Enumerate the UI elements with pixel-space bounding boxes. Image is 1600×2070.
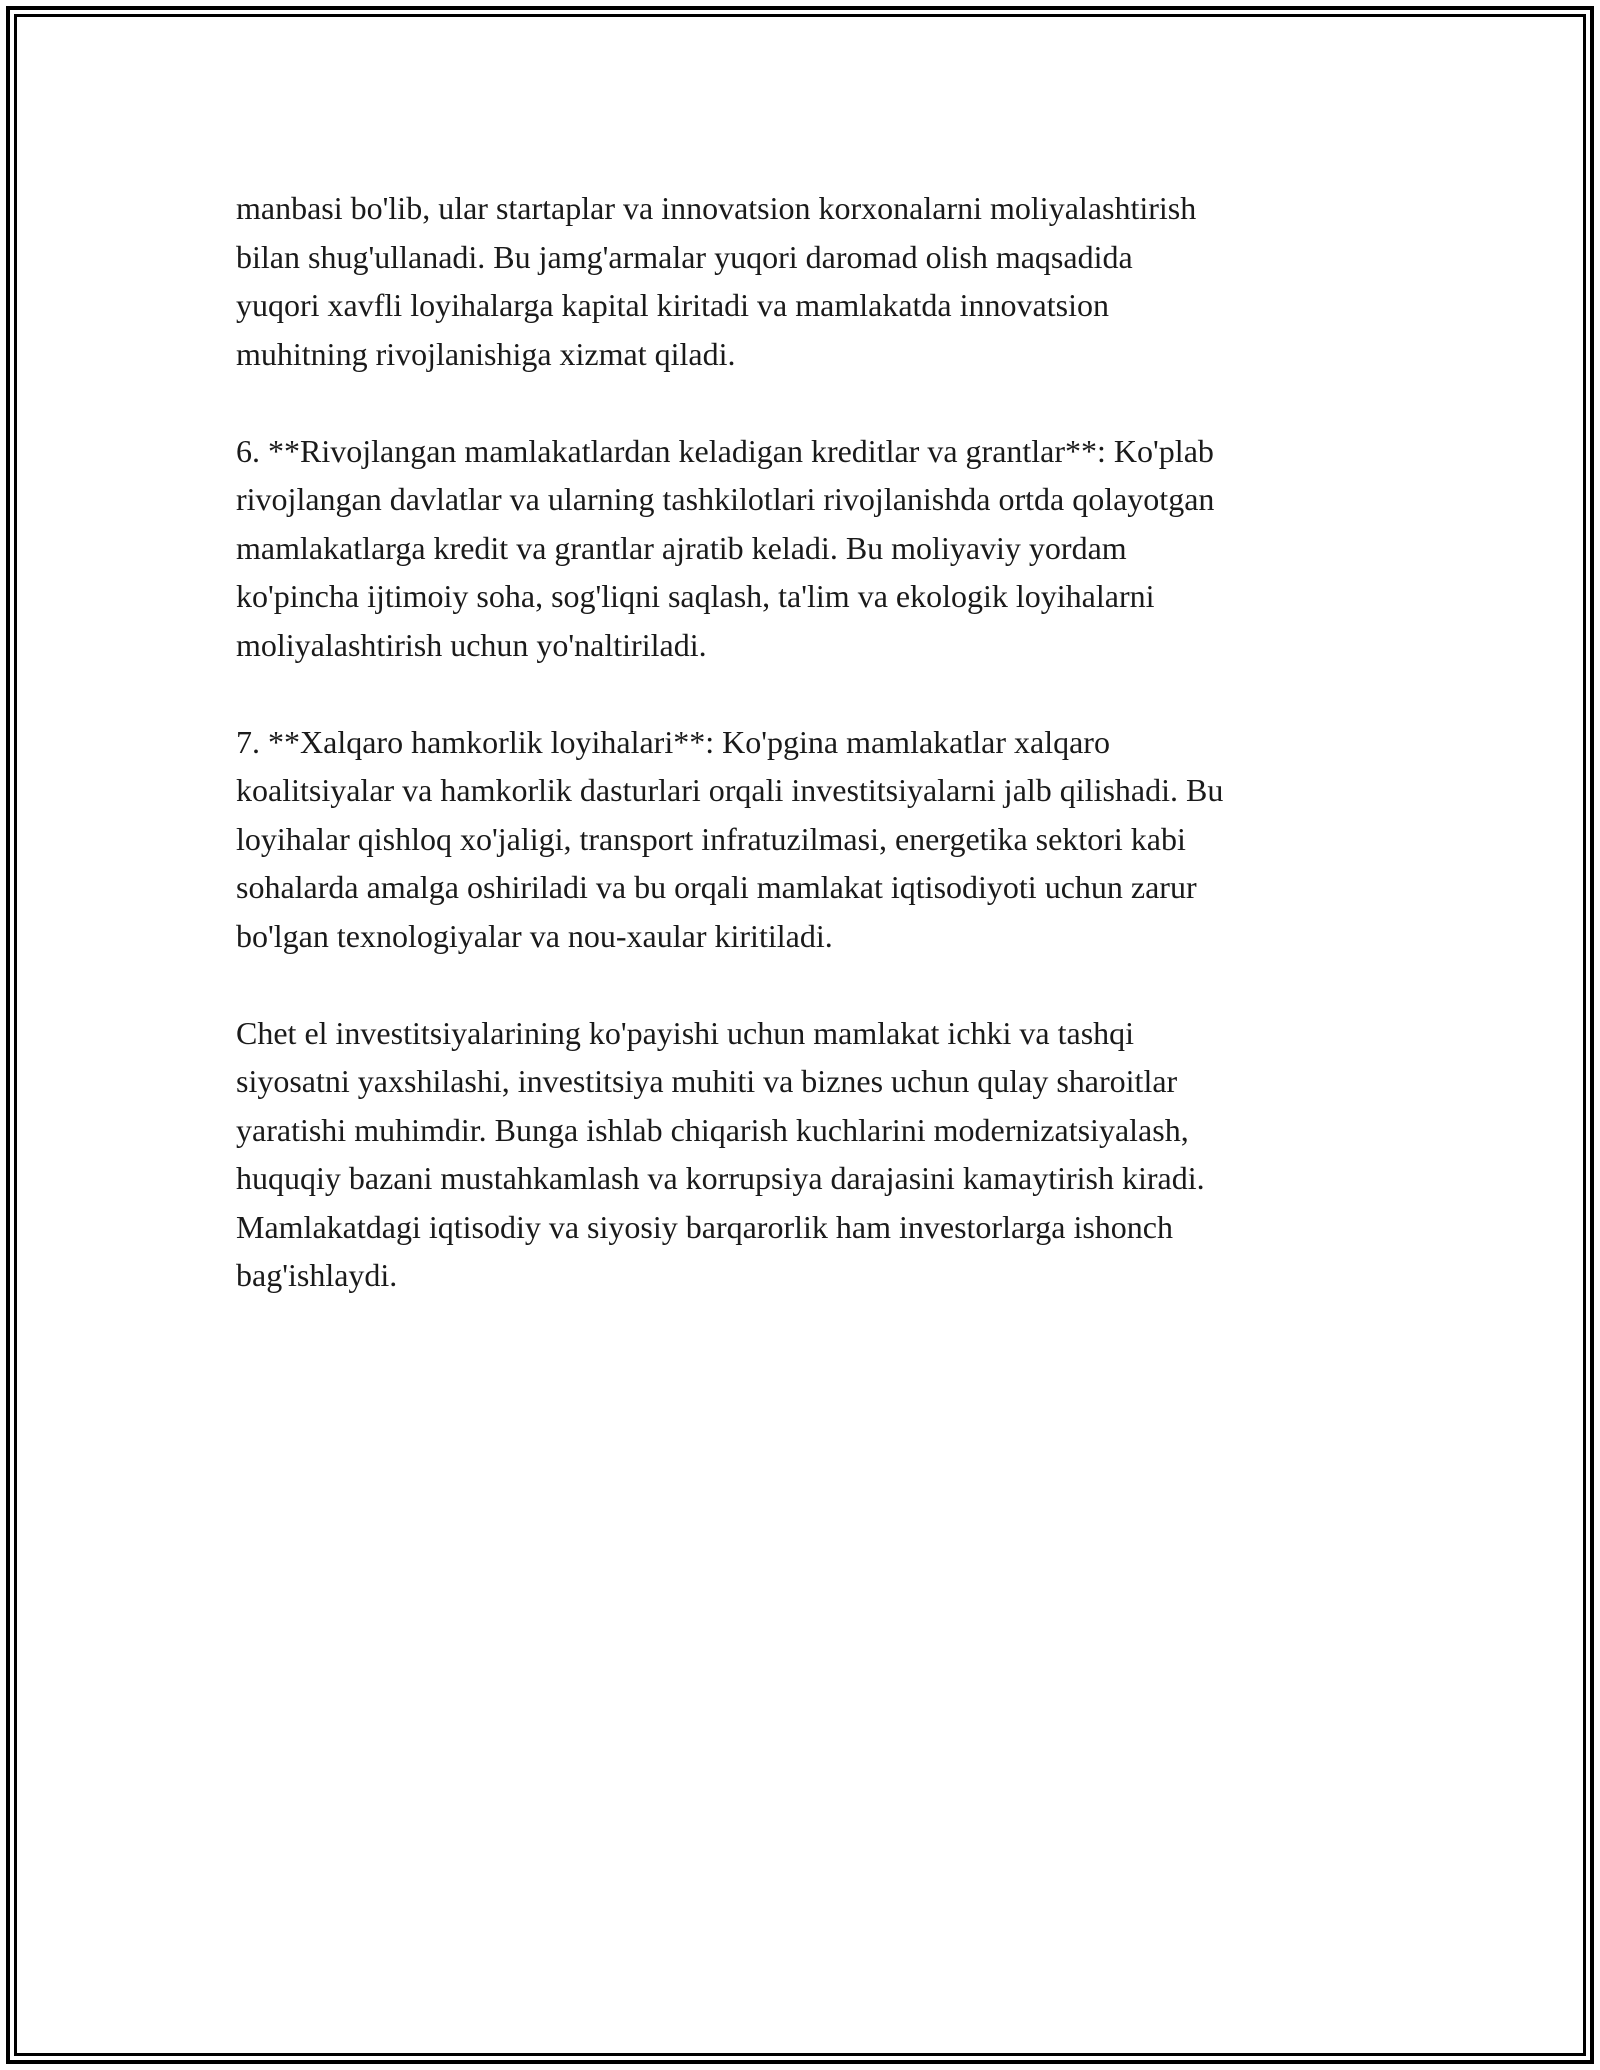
- paragraph-conclusion: Chet el investitsiyalarining ko'payishi uchun mamlakat ichki va tashqi siyosatni yaxshilashi, investitsiya muhiti va biznes uchun qulay sharoitlar yaratishi muhimdir. Bunga ishlab chiqarish kuchlarini modernizatsiyalash, huquqiy bazani mustahkamlash va korrupsiya darajasini kamaytirish kiradi. Mamlakatdagi iqtisodiy va siyosiy barqarorlik ham investorlarga ishonch bag'ishlaydi.: [236, 1014, 1205, 1293]
- document-body: [236, 184, 1376, 1348]
- paragraph-venture-funds: manbasi bo'lib, ular startaplar va innovatsion korxonalarni moliyalashtirish bilan shug'ullanadi. Bu jamg'armalar yuqori daromad olish maqsadida yuqori xavfli loyihalarga kapital kiritadi va mamlakatda innovatsion muhitning rivojlanishiga xizmat qiladi.: [236, 190, 1197, 372]
- paragraph-credits-grants: 6. **Rivojlangan mamlakatlardan keladigan kreditlar va grantlar**: Ko'plab rivojlangan davlatlar va ularning tashkilotlari rivojlanishda ortda qolayotgan mamlakatlarga kredit va grantlar ajratib keladi. Bu moliyaviy yordam ko'pincha ijtimoiy soha, sog'liqni saqlash, ta'lim va ekologik loyihalarni moliyalashtirish uchun yo'naltiriladi.: [236, 432, 1215, 663]
- paragraph-international-projects: 7. **Xalqaro hamkorlik loyihalari**: Ko'pgina mamlakatlar xalqaro koalitsiyalar va hamkorlik dasturlari orqali investitsiyalarni jalb qilishadi. Bu loyihalar qishloq xo'jaligi, transport infratuzilmasi, energetika sektori kabi sohalarda amalga oshiriladi va bu orqali mamlakat iqtisodiyoti uchun zarur bo'lgan texnologiyalar va nou-xaular kiritiladi.: [236, 723, 1224, 954]
